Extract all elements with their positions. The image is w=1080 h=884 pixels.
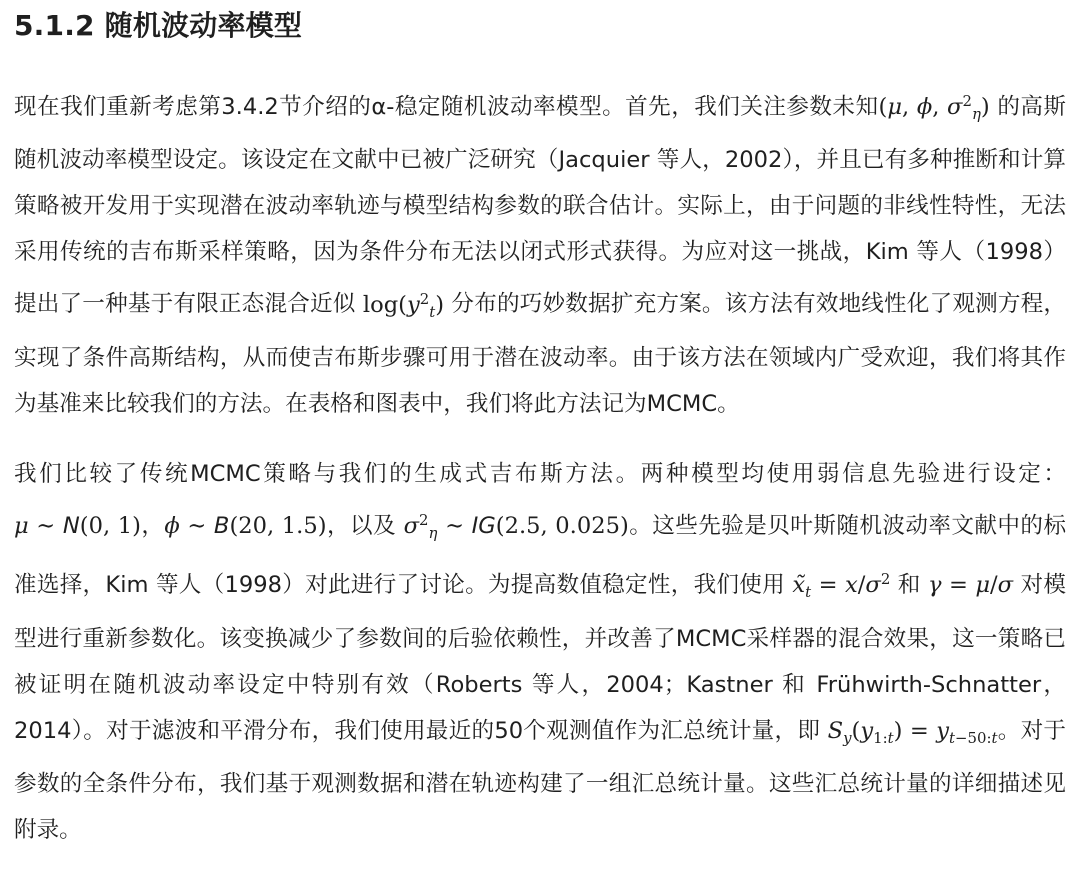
paragraph-model-setup <box>14 78 1066 427</box>
math-prior-mu: μ ∼ N(0, 1) <box>14 513 141 540</box>
paragraph-text: 分布的巧妙数据扩充方案。该方法有效地线性化了观测方程，实现了条件高斯结构，从而使吉布斯步骤可用于潜在波动率。由于该方法在领域内广受欢迎，我们将其作为基准来比较我们的方法。在表格和图表中，我们将此方法记为MCMC。 <box>14 291 1067 417</box>
math-prior-phi: ϕ ∼ B(20, 1.5) <box>164 513 327 540</box>
paragraph-text: 对模型进行重新参数化。该变换减少了参数间的后验依赖性，并改善了MCMC采样器的混合效果，这一策略已被证明在随机波动率设定中特别有效（Roberts 等人，2004；Kastner 和 Frühwirth-Schnatter，2014）。对于滤波和平滑分布，我们使用最近的50个观测值作为汇总统计量，即 <box>14 572 1066 744</box>
paragraph-text: 。对于参数的全条件分布，我们基于观测数据和潜在轨迹构建了一组汇总统计量。这些汇总统计量的详细描述见附录。 <box>14 717 1067 843</box>
math-parameter-vector: (μ, ϕ, $\sigma^2_\eta$) <box>878 92 990 124</box>
paragraph-text: 和 <box>890 572 929 599</box>
math-prior-sigma: $\sigma^2_\eta$ ∼ IG(2.5, 0.025) <box>403 510 629 543</box>
paragraph-text: ， <box>140 513 165 540</box>
math-summary-statistic: $S_y(y_{1:t}) = y_{t-50:t}$ <box>827 717 998 747</box>
paragraph-text: ，以及 <box>326 513 404 540</box>
math-log-squared: $\log(y^2_t)$ <box>362 289 445 321</box>
paragraph-text: 。这些先验是贝叶斯随机波动率文献中的标准选择，Kim 等人（1998）对此进行了讨论。为提高数值稳定性，我们使用 <box>14 513 1067 599</box>
paragraph-text: 的高斯随机波动率模型设定。该设定在文献中已被广泛研究（Jacquier 等人，2002），并且已有多种推断和计算策略被开发用于实现潜在波动率轨迹与模型结构参数的联合估计。实际上，由于问题的非线性特性，无法采用传统的吉布斯采样策略，因为条件分布无法以闭式形式获得。为应对这一挑战，Kim 等人（1998）提出了一种基于有限正态混合近似 <box>14 94 1066 318</box>
paragraph-text: 现在我们重新考虑第3.4.2节介绍的α-稳定随机波动率模型。首先，我们关注参数未知 <box>14 94 879 121</box>
paragraph-text: 我们比较了传统MCMC策略与我们的生成式吉布斯方法。两种模型均使用弱信息先验进行设定： <box>14 460 1066 487</box>
math-reparam-gamma: γ = μ/σ <box>928 572 1014 599</box>
paragraph-comparison <box>14 451 1066 853</box>
math-reparam-x: $x̃_t = x/\sigma^2$ <box>792 570 891 602</box>
section-heading: 5.1.2 随机波动率模型 <box>14 9 303 42</box>
